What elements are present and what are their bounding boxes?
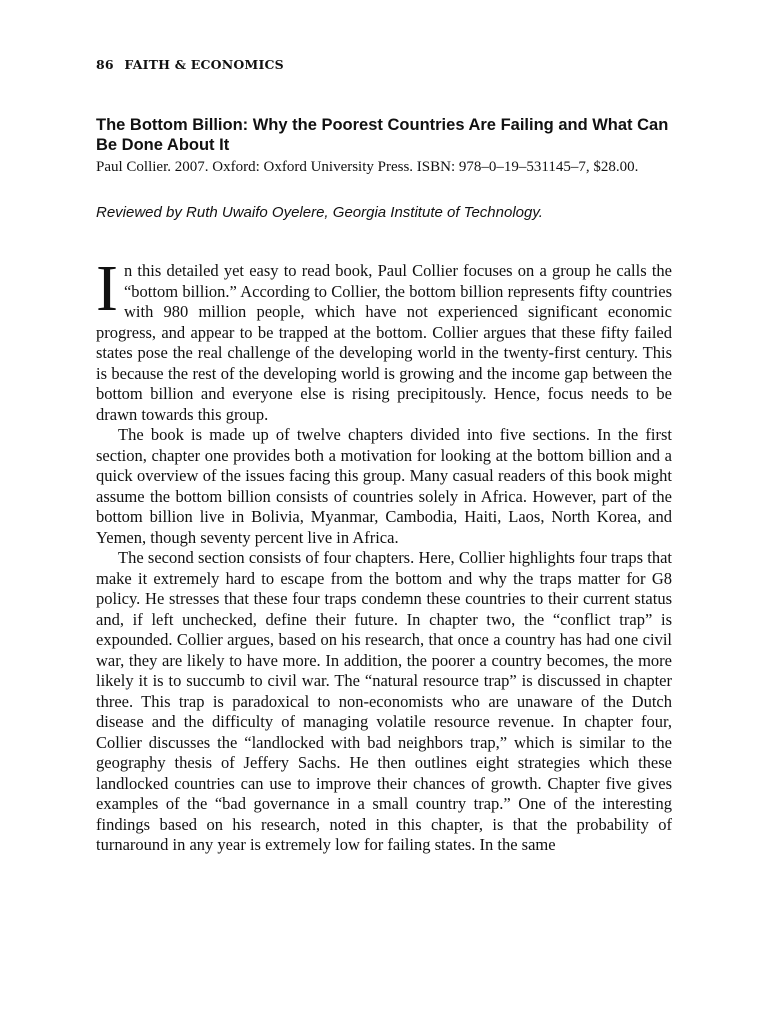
journal-name: FAITH & ECONOMICS bbox=[124, 57, 284, 72]
drop-cap: I bbox=[96, 252, 118, 325]
paragraph-1 bbox=[96, 252, 672, 425]
book-citation: Paul Collier. 2007. Oxford: Oxford University Press. ISBN: 978–0–19–531145–7, $28.00. bbox=[96, 159, 639, 175]
paragraph-1-text: n this detailed yet easy to read book, Paul Collier focuses on a group he calls the “bottom billion.” According to Collier, the bottom billion represents fifty countries with 980 million people, which have not experienced significant economic progress, and appear to be trapped at the bottom. Collier argues that these fifty failed states pose the real challenge of the developing world in the twenty-first century. This is because the rest of the developing world is growing and the income gap between the bottom billion and everyone else is rising precipitously. Hence, focus needs to be drawn towards this group. bbox=[96, 261, 672, 424]
page-number: 86 bbox=[96, 57, 114, 72]
review-title: The Bottom Billion: Why the Poorest Countries Are Failing and What Can Be Done About It bbox=[96, 116, 669, 154]
paragraph-2: The book is made up of twelve chapters divided into five sections. In the first section, chapter one provides both a motivation for looking at the bottom billion and a quick overview of the issues facing this group. Many casual readers of this book might assume the bottom billion consists of countries solely in Africa. However, part of the bottom billion live in Bolivia, Myanmar, Cambodia, Haiti, Laos, North Korea, and Yemen, though seventy percent live in Africa. bbox=[96, 425, 672, 547]
running-head bbox=[96, 57, 284, 72]
review-body bbox=[96, 252, 672, 856]
paragraph-3: The second section consists of four chapters. Here, Collier highlights four traps that make it extremely hard to escape from the bottom and why the traps matter for G8 policy. He stresses that these four traps condemn these countries to their current status and, if left unchecked, define their future. In chapter two, the “conflict trap” is expounded. Collier argues, based on his research, that once a country has had one civil war, they are likely to have more. In addition, the poorer a country becomes, the more likely it is to succumb to civil war. The “natural resource trap” is discussed in chapter three. This trap is paradoxical to non-economists who are unaware of the Dutch disease and the difficulty of managing volatile resource revenue. In chapter four, Collier discusses the “landlocked with bad neighbors trap,” which is similar to the geography thesis of Jeffery Sachs. He then outlines eight strategies which these landlocked countries can use to improve their chances of growth. Chapter five gives examples of the “bad governance in a small country trap.” One of the interesting findings based on his research, noted in this chapter, is that the probability of turnaround in any year is extremely low for failing states. In the same bbox=[96, 548, 672, 854]
reviewer-byline: Reviewed by Ruth Uwaifo Oyelere, Georgia Institute of Technology. bbox=[96, 204, 543, 221]
